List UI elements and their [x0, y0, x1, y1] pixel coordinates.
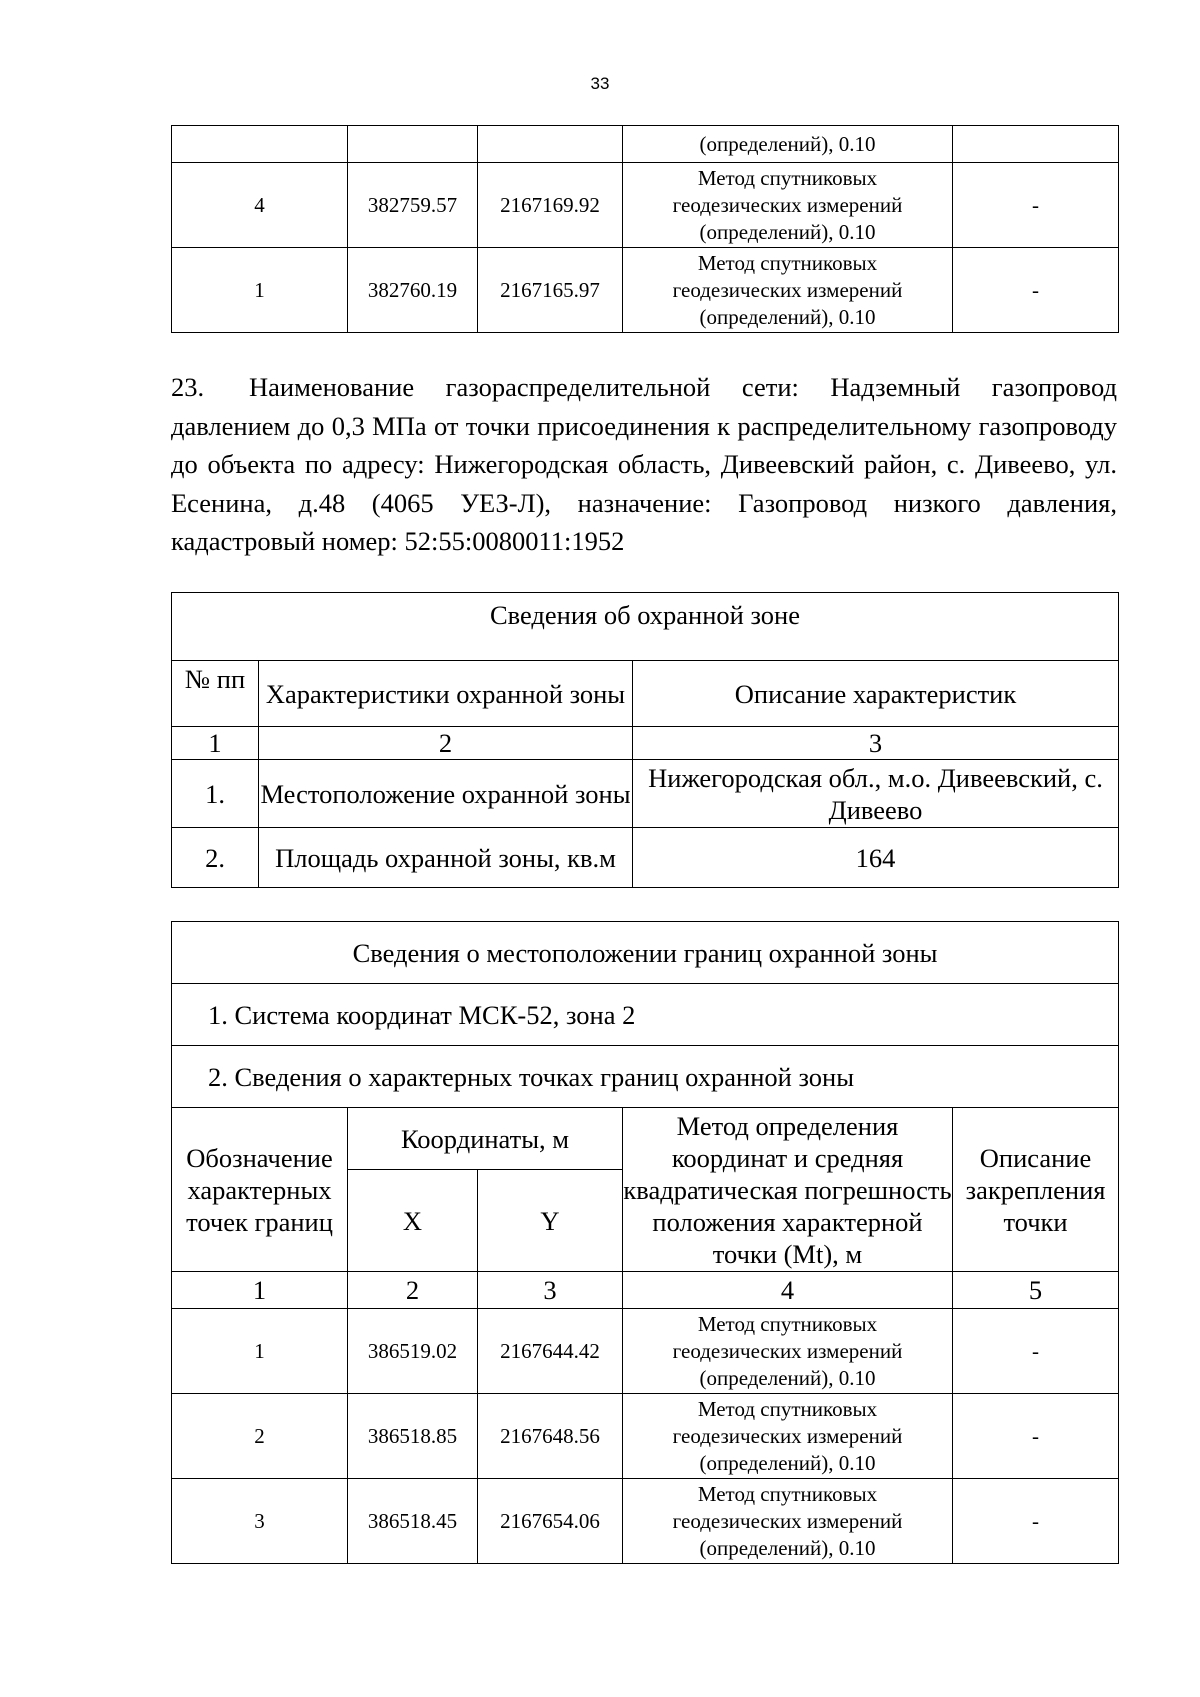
method-line: геодезических измерений [672, 1338, 903, 1363]
x-cell: 382759.57 [348, 163, 478, 248]
table-title: Сведения об охранной зоне [172, 593, 1119, 661]
x-cell: 386518.45 [348, 1479, 478, 1564]
y-cell: 2167648.56 [478, 1394, 623, 1479]
x-cell: 386518.85 [348, 1394, 478, 1479]
characteristic-name: Площадь охранной зоны, кв.м [259, 828, 633, 888]
method-line: Метод спутниковых [697, 1481, 878, 1506]
desc-cell: - [953, 1394, 1119, 1479]
desc-cell: - [953, 248, 1119, 333]
header-cell: Обозначение характерных точек границ [172, 1108, 348, 1272]
zone-boundaries-table [171, 921, 1119, 1564]
protection-zone-table [171, 592, 1119, 888]
method-line: геодезических измерений [672, 1508, 903, 1533]
method-line: (определений), 0.10 [699, 131, 876, 156]
point-cell: 1 [172, 248, 348, 333]
y-cell: 2167165.97 [478, 248, 623, 333]
desc-cell: - [953, 1309, 1119, 1394]
method-cell [623, 163, 953, 248]
method-line: Метод спутниковых [697, 250, 878, 275]
table-row [172, 1479, 1119, 1564]
header-cell: Описание закрепления точки [953, 1108, 1119, 1272]
column-number: 3 [478, 1272, 623, 1309]
characteristic-value: 164 [633, 828, 1119, 888]
header-cell: Y [478, 1170, 623, 1272]
item-number: 23. [171, 372, 205, 402]
method-line: геодезических измерений [672, 1423, 903, 1448]
point-cell: 4 [172, 163, 348, 248]
method-line: Метод спутниковых [697, 165, 878, 190]
table-row [172, 828, 1119, 888]
y-cell: 2167169.92 [478, 163, 623, 248]
method-cell [623, 126, 953, 163]
x-cell [348, 126, 478, 163]
table-row [172, 163, 1119, 248]
header-cell: X [348, 1170, 478, 1272]
method-cell [623, 1394, 953, 1479]
column-number: 1 [172, 1272, 348, 1309]
points-section-title: 2. Сведения о характерных точках границ охранной зоны [172, 1046, 1119, 1108]
table-row [172, 593, 1119, 661]
method-line: (определений), 0.10 [699, 219, 876, 244]
table-title: Сведения о местоположении границ охранной зоны [172, 922, 1119, 984]
column-number: 2 [348, 1272, 478, 1309]
desc-cell: - [953, 1479, 1119, 1564]
table-header-row [172, 1108, 1119, 1170]
row-number: 2. [172, 828, 259, 888]
characteristic-value: Нижегородская обл., м.о. Дивеевский, с. Дивеево [633, 760, 1119, 828]
header-cell: Координаты, м [348, 1108, 623, 1170]
continuation-coordinates-table [171, 125, 1119, 333]
method-line: (определений), 0.10 [699, 304, 876, 329]
page-number: 33 [590, 74, 610, 93]
table-row [172, 760, 1119, 828]
desc-cell [953, 126, 1119, 163]
point-cell [172, 126, 348, 163]
method-line: Метод спутниковых [697, 1311, 878, 1336]
x-cell: 386519.02 [348, 1309, 478, 1394]
network-description-paragraph [171, 368, 1117, 561]
table-header-row [172, 661, 1119, 727]
y-cell: 2167654.06 [478, 1479, 623, 1564]
table-row [172, 1309, 1119, 1394]
method-line: геодезических измерений [672, 277, 903, 302]
point-cell: 3 [172, 1479, 348, 1564]
method-line: (определений), 0.10 [699, 1535, 876, 1560]
method-line: Метод спутниковых [697, 1396, 878, 1421]
method-cell [623, 1309, 953, 1394]
point-cell: 2 [172, 1394, 348, 1479]
desc-cell: - [953, 163, 1119, 248]
header-cell: Описание характеристик [633, 661, 1119, 727]
column-number: 1 [172, 727, 259, 760]
y-cell [478, 126, 623, 163]
table-row [172, 922, 1119, 984]
item-text: Наименование газораспределительной сети: Надземный газопровод давлением до 0,3 МПа от точки присоединения к распределительному газопроводу до объекта по адресу: Нижегородская область, Дивеевский район, с. Дивеево, ул. Есенина, д.48 (4065 УЕЗ-Л), назначение: Газопровод низкого давления, кадастровый номер: 52:55:0080011:1952 [171, 372, 1117, 556]
column-number-row [172, 1272, 1119, 1309]
header-cell: № пп [172, 661, 259, 727]
method-cell [623, 1479, 953, 1564]
x-cell: 382760.19 [348, 248, 478, 333]
column-number: 4 [623, 1272, 953, 1309]
header-cell: Характеристики охранной зоны [259, 661, 633, 727]
y-cell: 2167644.42 [478, 1309, 623, 1394]
table-row [172, 1394, 1119, 1479]
table-row [172, 248, 1119, 333]
column-number: 2 [259, 727, 633, 760]
method-line: (определений), 0.10 [699, 1365, 876, 1390]
table-row [172, 126, 1119, 163]
column-number: 5 [953, 1272, 1119, 1309]
table-row [172, 1046, 1119, 1108]
method-line: (определений), 0.10 [699, 1450, 876, 1475]
coordinate-system: 1. Система координат МСК-52, зона 2 [172, 984, 1119, 1046]
row-number: 1. [172, 760, 259, 828]
point-cell: 1 [172, 1309, 348, 1394]
method-cell [623, 248, 953, 333]
method-line: геодезических измерений [672, 192, 903, 217]
column-number: 3 [633, 727, 1119, 760]
table-row [172, 984, 1119, 1046]
header-cell: Метод определения координат и средняя квадратическая погрешность положения характерной точки (Mt), м [623, 1108, 953, 1272]
characteristic-name: Местоположение охранной зоны [259, 760, 633, 828]
column-number-row [172, 727, 1119, 760]
